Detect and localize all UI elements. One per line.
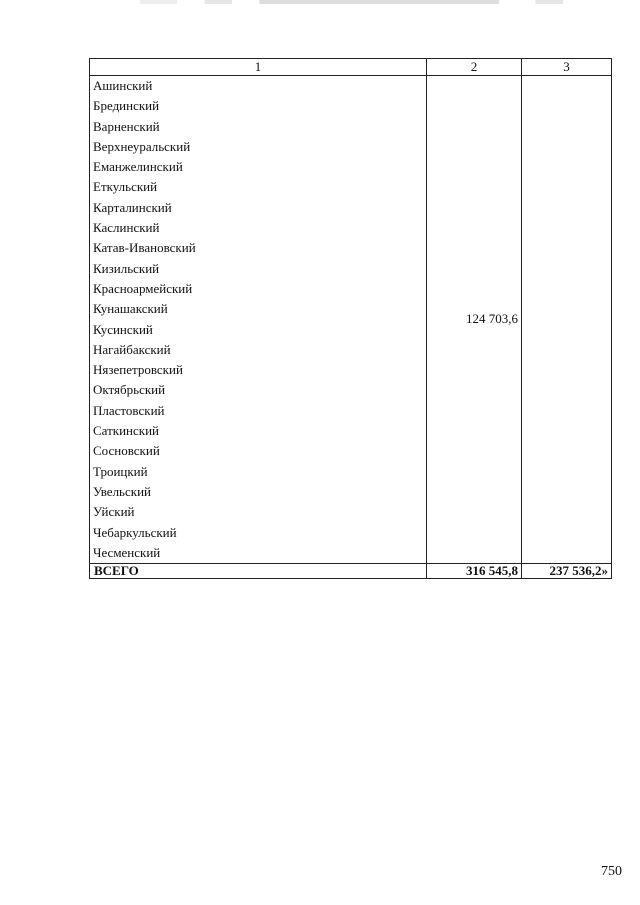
district-name: Еткульский [90,177,427,197]
district-name: Нагайбакский [90,340,427,360]
header-row [90,59,612,76]
total-row [90,564,612,579]
district-name: Кизильский [90,259,427,279]
district-name: Уйский [90,502,427,522]
district-name: Саткинский [90,421,427,441]
district-name: Катав-Ивановский [90,238,427,258]
district-name: Карталинский [90,198,427,218]
total-col2: 316 545,8 [427,564,522,579]
district-name: Нязепетровский [90,360,427,380]
district-name: Брединский [90,96,427,116]
district-name: Еманжелинский [90,157,427,177]
district-name: Варненский [90,117,427,137]
scan-artifact [140,0,600,4]
district-name: Красноармейский [90,279,427,299]
district-name: Увельский [90,482,427,502]
district-name: Кунашакский [90,299,427,319]
column-header-2: 2 [427,59,522,76]
district-name: Сосновский [90,441,427,461]
district-name: Каслинский [90,218,427,238]
data-table [89,58,612,579]
column-header-1: 1 [90,59,427,76]
district-name: Октябрьский [90,380,427,400]
district-name: Кусинский [90,320,427,340]
merged-amount-cell: 124 703,6 [427,76,522,564]
total-col3: 237 536,2» [522,564,612,579]
table-row [90,76,612,97]
total-label: ВСЕГО [90,564,427,579]
district-name: Чебаркульский [90,523,427,543]
district-name: Троицкий [90,462,427,482]
district-name: Пластовский [90,401,427,421]
district-name: Ашинский [90,76,427,97]
district-name: Верхнеуральский [90,137,427,157]
page-number: 750 [601,864,622,879]
district-name: Чесменский [90,543,427,564]
column-header-3: 3 [522,59,612,76]
empty-amount-cell [522,76,612,564]
